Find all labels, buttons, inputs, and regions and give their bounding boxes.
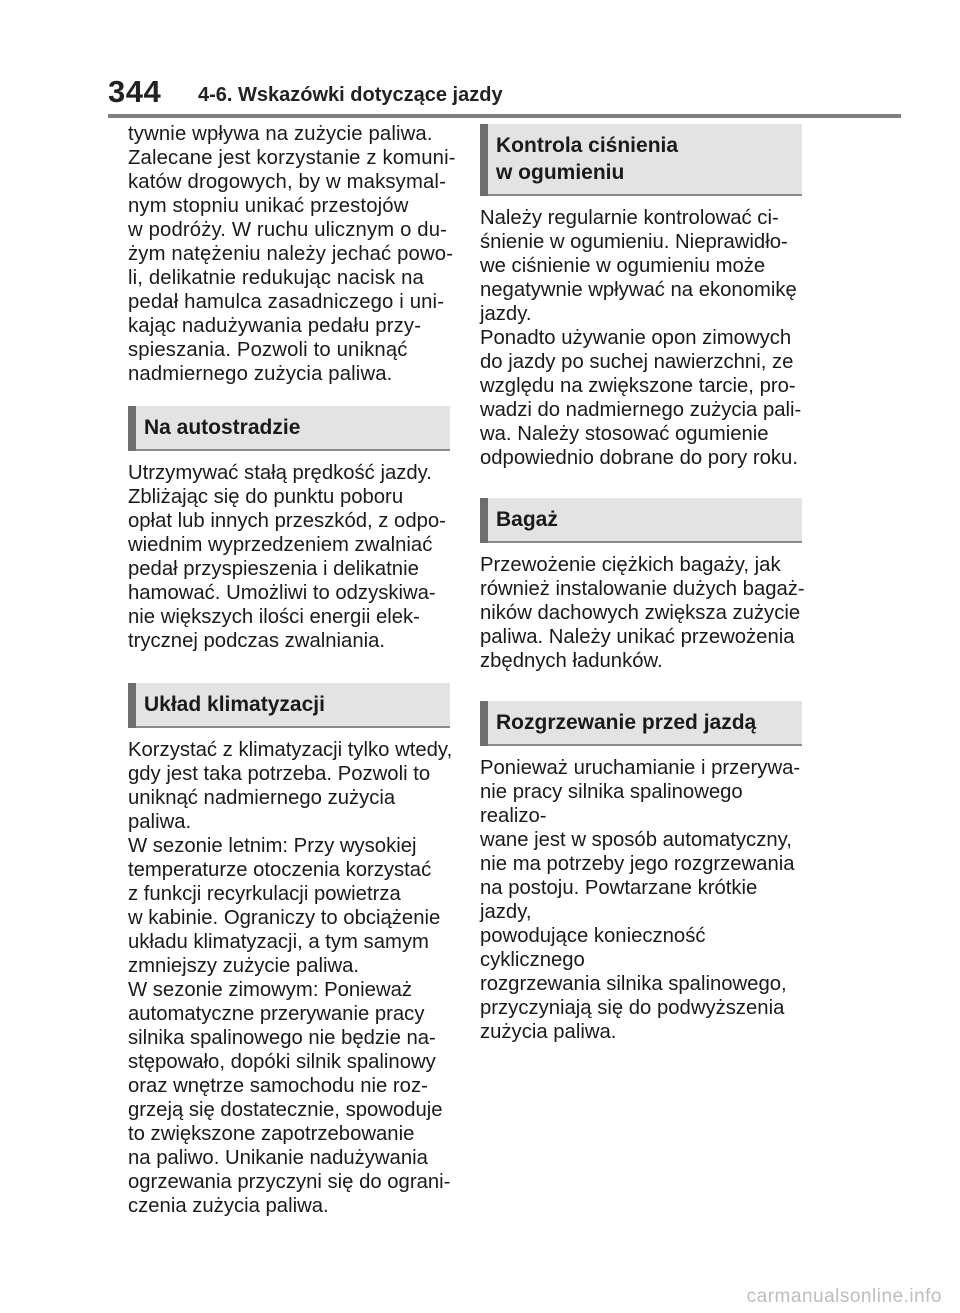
heading-na-autostradzie: Na autostradzie <box>128 406 450 451</box>
paragraph-kontrola-cisnienia: Należy regularnie kontrolować ci- śnienie w ogumieniu. Nieprawidło- we ciśnienie w ogumieniu może negatywnie wpływać na ekonomikę jazdy. Ponadto używanie opon zimowych do jazdy po suchej nawierzchni, ze względu na zwiększone tarcie, pro- wadzi do nadmiernego zużycia pali- wa. Należy stosować ogumienie odpowiednio dobrane do pory roku. <box>480 207 802 469</box>
page-header <box>0 0 960 120</box>
paragraph-rozgrzewanie: Ponieważ uruchamianie i przerywa- nie pracy silnika spalinowego realizo- wane jest w sposób automatyczny, nie ma potrzeby jego rozgrzewania na postoju. Powtarzane krótkie jazdy, powodujące konieczność cyklicznego rozgrzewania silnika spalinowego, przyczyniają się do podwyższenia zużycia paliwa. <box>480 757 801 1043</box>
paragraph-na-autostradzie: Utrzymywać stałą prędkość jazdy. Zbliżając się do punktu poboru opłat lub innych przeszkód, z odpo- wiednim wyprzedzeniem zwalniać pedał przyspieszenia i delikatnie hamować. Umożliwi to odzyskiwa- nie większych ilości energii elek- trycznej podczas zwalniania. <box>128 462 446 652</box>
right-column <box>480 124 810 1044</box>
heading-uklad-klimatyzacji: Układ klimatyzacji <box>128 683 450 728</box>
paragraph-uklad-klimatyzacji: Korzystać z klimatyzacji tylko wtedy, gdy jest taka potrzeba. Pozwoli to uniknąć nadmiernego zużycia paliwa. W sezonie letnim: Przy wysokiej temperaturze otoczenia korzystać z funkcji recyrkulacji powietrza w kabinie. Ograniczy to obciążenie układu klimatyzacji, a tym samym zmniejszy zużycie paliwa. W sezonie zimowym: Ponieważ automatyczne przerywanie pracy silnika spalinowego nie będzie na- stępowało, dopóki silnik spalinowy oraz wnętrze samochodu nie roz- grzeją się dostatecznie, spowoduje to zwiększone zapotrzebowanie na paliwo. Unikanie nadużywania ogrzewania przyczyni się do ograni- czenia zużycia paliwa. <box>128 739 453 1217</box>
page-number: 344 <box>108 74 162 109</box>
heading-bagaz: Bagaż <box>480 498 802 543</box>
left-column <box>128 122 458 1218</box>
intro-paragraph: tywnie wpływa na zużycie paliwa. Zalecane jest korzystanie z komuni- katów drogowych, by w maksymal- nym stopniu unikać przestojów w podróży. W ruchu ulicznym o du- żym natężeniu należy jechać powo- li, delikatnie redukując nacisk na pedał hamulca zasadniczego i uni- kając nadużywania pedału przy- spieszania. Pozwoli to uniknąć nadmiernego zużycia paliwa. <box>128 123 456 385</box>
watermark: carmanualsonline.info <box>746 1286 942 1307</box>
chapter-title: 4-6. Wskazówki dotyczące jazdy <box>198 84 503 106</box>
heading-kontrola-cisnienia: Kontrola ciśnienia w ogumieniu <box>480 124 802 196</box>
heading-rozgrzewanie: Rozgrzewanie przed jazdą <box>480 701 802 746</box>
paragraph-bagaz: Przewożenie ciężkich bagaży, jak również instalowanie dużych bagaż- ników dachowych zwiększa zużycie paliwa. Należy unikać przewożenia zbędnych ładunków. <box>480 554 805 672</box>
header-divider <box>108 114 901 118</box>
